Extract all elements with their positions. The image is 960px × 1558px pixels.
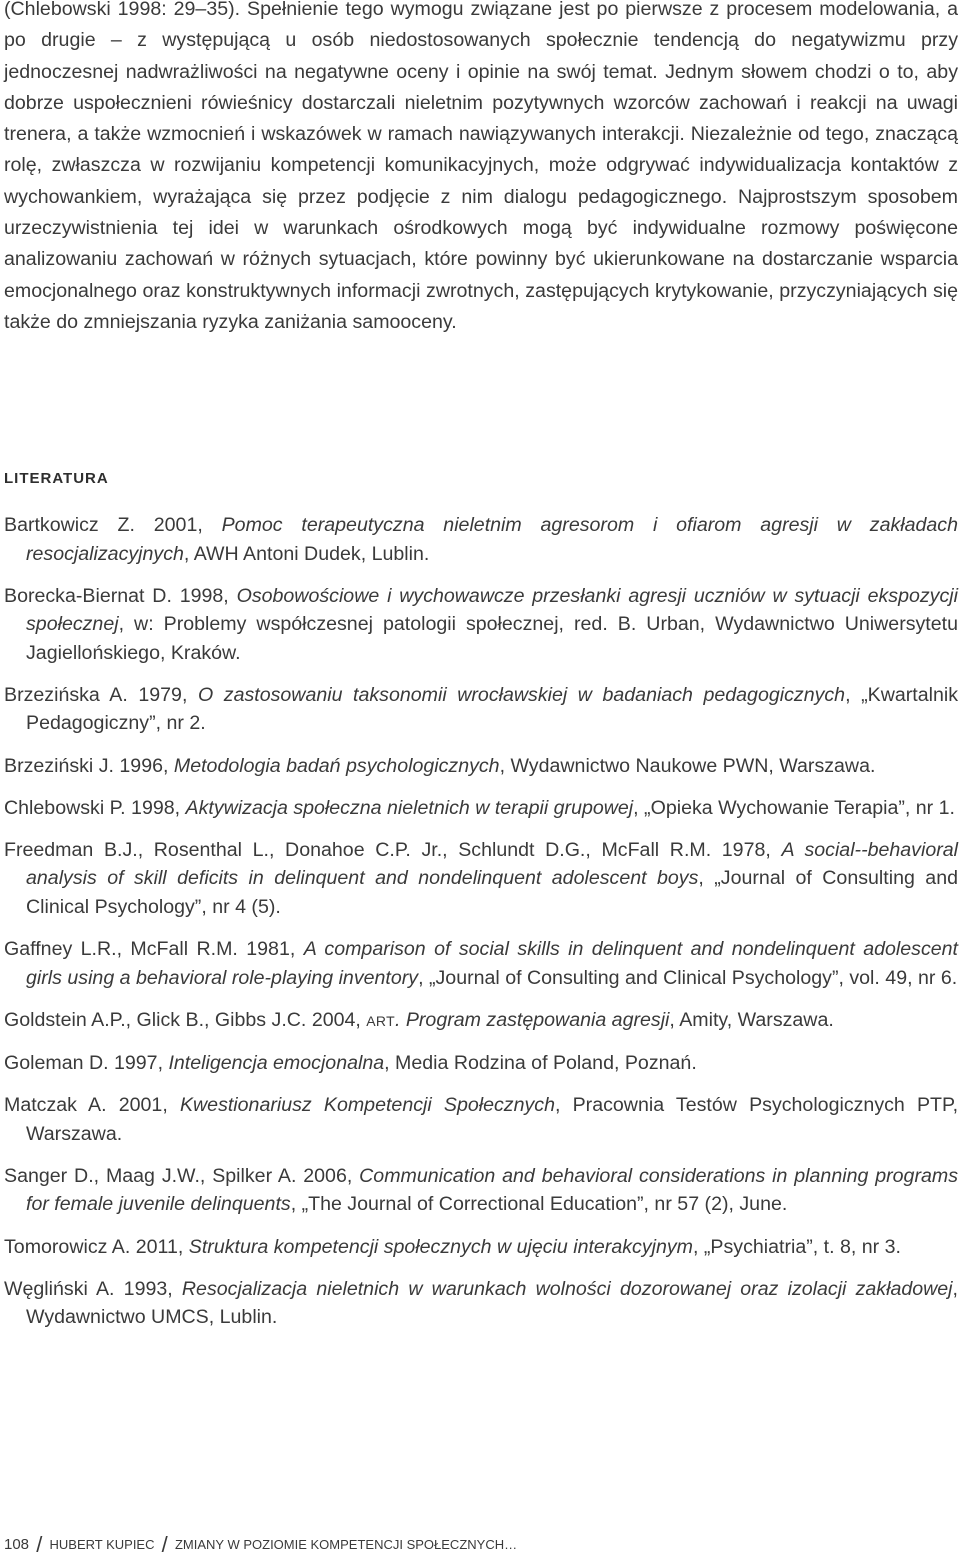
- reference-item: Węgliński A. 1993, Resocjalizacja nieletnich w warunkach wolności dozorowanej oraz izolacji zakładowej, Wydawnictwo UMCS, Lublin.: [4, 1277, 958, 1329]
- footer-separator: /: [161, 1532, 168, 1557]
- reference-item: Chlebowski P. 1998, Aktywizacja społeczna nieletnich w terapii grupowej, „Opieka Wychowanie Terapia”, nr 1.: [4, 796, 955, 819]
- reference-item: Freedman B.J., Rosenthal L., Donahoe C.P. Jr., Schlundt D.G., McFall R.M. 1978, A social--behavioral analysis of skill deficits in delinquent and nondelinquent adolescent boys, „Journal of Consulting and Clinical Psychology”, nr 4 (5).: [4, 838, 959, 918]
- footer-author: HUBERT KUPIEC: [49, 1537, 155, 1552]
- reference-item: Goleman D. 1997, Inteligencja emocjonalna, Media Rodzina of Poland, Poznań.: [4, 1052, 697, 1074]
- footer-running-title: ZMIANY W POZIOMIE KOMPETENCJI SPOŁECZNYCH…: [174, 1537, 518, 1552]
- reference-item: Borecka-Biernat D. 1998, Osobowościowe i wychowawcze przesłanki agresji uczniów w sytuacji ekspozycji społecznej, w: Problemy współczesnej patologii społecznej, red. B. Urban, Wydawnictwo Uniwersytetu Jagiellońskiego, Kraków.: [4, 584, 958, 664]
- reference-item: Brzeziński J. 1996, Metodologia badań psychologicznych, Wydawnictwo Naukowe PWN, Warszawa.: [4, 754, 876, 777]
- reference-item: Gaffney L.R., McFall R.M. 1981, A comparison of social skills in delinquent and nondelinquent adolescent girls using a behavioral role-playing inventory, „Journal of Consulting and Clinical Psychology”, vol. 49, nr 6.: [4, 938, 958, 989]
- reference-item: Matczak A. 2001, Kwestionariusz Kompetencji Społecznych, Pracownia Testów Psychologicznych PTP, Warszawa.: [4, 1094, 959, 1145]
- body-paragraph: (Chlebowski 1998: 29–35). Spełnienie tego wymogu związane jest po pierwsze z procesem modelowania, a po drugie – z występującą u osób niedostosowanych społecznie tendencją do negatywizmu przy jednoczesnej nadwrażliwości na negatywne oceny i opinie na swój temat. Jednym słowem chodzi o to, aby dobrze uspołecznieni rówieśnicy dostarczali nieletnim pozytywnych wzorców zachowań i reakcji na uwagi trenera, a także wzmocnień i wskazówek w ramach nawiązywanych interakcji. Niezależnie od tego, znaczącą rolę, zwłaszcza w rozwijaniu kompetencji komunikacyjnych, może odgrywać indywidualizacja kontaktów z wychowankiem, wyrażająca się przez podjęcie z nim dialogu pedagogicznego. Najprostszym sposobem urzeczywistnienia tej idei w warunkach ośrodkowych mogą być indywidualne rozmowy poświęcone analizowaniu zachowań w różnych sytuacjach, które powinny być ukierunkowane na dostarczanie wsparcia emocjonalnego oraz konstruktywnych informacji zwrotnych, zastępujących krytykowanie, przyczyniających się także do zmniejszania ryzyka zaniżania samooceny.: [4, 0, 958, 333]
- reference-item: Bartkowicz Z. 2001, Pomoc terapeutyczna nieletnim agresorom i ofiarom agresji w zakładach resocjalizacyjnych, AWH Antoni Dudek, Lublin.: [4, 514, 958, 565]
- section-heading-literatura: LITERATURA: [4, 470, 109, 487]
- footer-separator: /: [36, 1532, 43, 1557]
- page-footer: [4, 1532, 517, 1558]
- reference-list: [4, 511, 958, 1345]
- page-number: 108: [4, 1536, 30, 1553]
- reference-item: Tomorowicz A. 2011, Struktura kompetencji społecznych w ujęciu interakcyjnym, „Psychiatria”, t. 8, nr 3.: [4, 1235, 901, 1258]
- reference-item: Brzezińska A. 1979, O zastosowaniu taksonomii wrocławskiej w badaniach pedagogicznych, „Kwartalnik Pedagogiczny”, nr 2.: [4, 683, 959, 735]
- reference-item: Goldstein A.P., Glick B., Gibbs J.C. 2004, ART. Program zastępowania agresji, Amity, Warszawa.: [4, 1008, 834, 1031]
- reference-item: Sanger D., Maag J.W., Spilker A. 2006, Communication and behavioral considerations in planning programs for female juvenile delinquents, „The Journal of Correctional Education”, nr 57 (2), June.: [4, 1164, 958, 1216]
